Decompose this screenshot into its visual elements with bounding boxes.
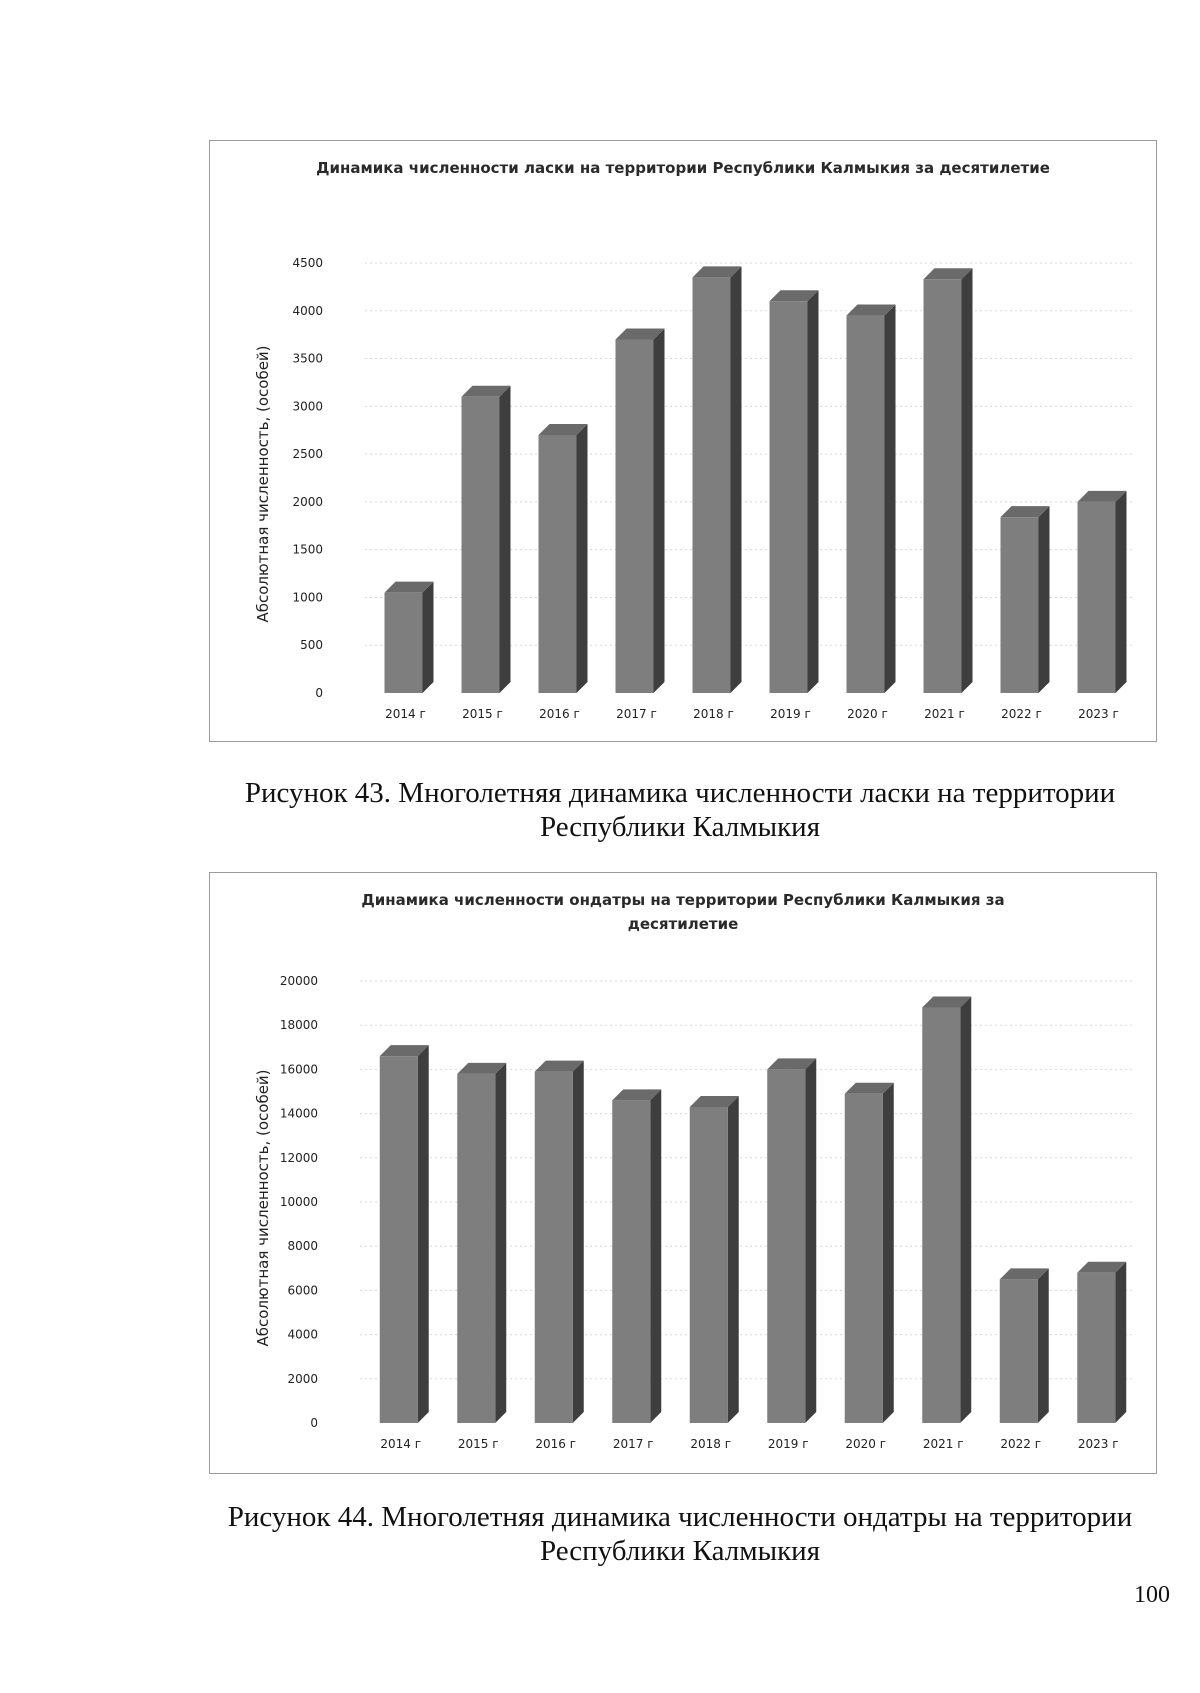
muskrat-bar-7	[922, 997, 971, 1423]
weasel-x-tick-label: 2020 г	[847, 707, 888, 721]
muskrat-bar-front	[922, 1008, 960, 1423]
muskrat-y-axis-label: Абсолютная численность, (особей)	[254, 1069, 272, 1347]
weasel-bar-side	[962, 268, 973, 693]
weasel-y-tick-label: 4500	[292, 256, 323, 270]
muskrat-y-tick-label: 8000	[287, 1239, 318, 1254]
weasel-bar-front	[385, 593, 423, 693]
weasel-x-tick-label: 2015 г	[462, 707, 503, 721]
chart-muskrat	[209, 872, 1157, 1474]
weasel-x-tick-label: 2023 г	[1078, 707, 1119, 721]
muskrat-bar-front	[845, 1094, 883, 1423]
weasel-bar-side	[423, 582, 434, 693]
weasel-bar-side	[654, 328, 665, 693]
weasel-y-tick-label: 1000	[292, 590, 323, 605]
weasel-x-tick-label: 2018 г	[693, 707, 734, 721]
figure-43-caption-line1: Рисунок 43. Многолетняя динамика численности ласки на территории	[244, 777, 1116, 809]
weasel-x-tick-label: 2017 г	[616, 707, 657, 721]
weasel-bar-3	[616, 328, 665, 693]
weasel-bar-front	[1078, 502, 1116, 693]
muskrat-bar-5	[767, 1058, 816, 1423]
muskrat-bar-side	[805, 1058, 816, 1423]
muskrat-bar-side	[495, 1063, 506, 1423]
muskrat-chart-title-line1: Динамика численности ондатры на территории Республики Калмыкия за	[361, 891, 1005, 909]
muskrat-y-tick-label: 20000	[279, 974, 318, 988]
muskrat-y-tick-label: 10000	[279, 1195, 318, 1209]
weasel-y-tick-label: 3500	[292, 351, 323, 366]
chart-weasel-svg	[210, 141, 1156, 741]
weasel-y-tick-label: 500	[300, 638, 323, 653]
muskrat-bar-side	[960, 997, 971, 1423]
muskrat-y-tick-label: 2000	[287, 1371, 318, 1386]
muskrat-y-tick-label: 16000	[279, 1062, 318, 1077]
weasel-bar-front	[462, 397, 500, 693]
muskrat-x-tick-label: 2017 г	[612, 1437, 654, 1451]
weasel-y-tick-label: 2500	[292, 447, 323, 462]
weasel-bar-front	[1001, 517, 1039, 693]
chart-weasel	[209, 140, 1157, 742]
weasel-bar-6	[847, 305, 896, 693]
weasel-x-tick-label: 2014 г	[385, 707, 426, 721]
weasel-chart-title-line1: Динамика численности ласки на территории Республики Калмыкия за десятилетие	[316, 159, 1050, 177]
muskrat-bar-4	[690, 1096, 739, 1423]
muskrat-bar-side	[883, 1083, 894, 1423]
muskrat-x-tick-label: 2018 г	[690, 1437, 732, 1451]
muskrat-bar-side	[650, 1089, 661, 1423]
muskrat-bar-side	[1038, 1268, 1049, 1423]
weasel-y-tick-label: 2000	[292, 494, 323, 509]
muskrat-bar-side	[573, 1061, 584, 1423]
muskrat-bar-front	[612, 1100, 650, 1423]
muskrat-y-tick-label: 14000	[279, 1106, 318, 1121]
weasel-bar-front	[770, 301, 808, 693]
weasel-bar-5	[770, 290, 819, 693]
chart-muskrat-svg	[210, 873, 1156, 1473]
weasel-bar-side	[731, 266, 742, 693]
muskrat-x-tick-label: 2021 г	[922, 1437, 964, 1451]
muskrat-bar-side	[728, 1096, 739, 1423]
figure-44-caption	[200, 1500, 1160, 1568]
muskrat-chart-title-line2: десятилетие	[627, 915, 739, 933]
weasel-bar-side	[885, 305, 896, 693]
weasel-bar-0	[385, 582, 434, 693]
weasel-x-tick-label: 2022 г	[1001, 707, 1042, 721]
weasel-bar-side	[500, 386, 511, 693]
weasel-bar-front	[847, 316, 885, 693]
muskrat-bar-front	[535, 1072, 573, 1423]
weasel-bar-9	[1078, 491, 1127, 693]
muskrat-bar-front	[690, 1107, 728, 1423]
weasel-bar-8	[1001, 506, 1050, 693]
muskrat-bar-2	[535, 1061, 584, 1423]
weasel-bar-7	[924, 268, 973, 693]
figure-44-caption-line1: Рисунок 44. Многолетняя динамика численности ондатры на территории	[227, 1501, 1133, 1533]
muskrat-x-tick-label: 2015 г	[457, 1437, 499, 1451]
muskrat-bar-side	[418, 1045, 429, 1423]
muskrat-bar-6	[845, 1083, 894, 1423]
muskrat-y-tick-label: 0	[310, 1416, 318, 1430]
muskrat-x-tick-label: 2020 г	[845, 1437, 887, 1451]
figure-43-caption-line2: Республики Калмыкия	[539, 811, 821, 843]
weasel-x-tick-label: 2016 г	[539, 707, 580, 721]
page-number: 100	[1134, 1582, 1170, 1608]
weasel-y-axis-label: Абсолютная численность, (особей)	[254, 345, 272, 623]
muskrat-y-tick-label: 6000	[287, 1283, 318, 1298]
weasel-x-tick-label: 2019 г	[770, 707, 811, 721]
muskrat-bar-9	[1077, 1262, 1126, 1423]
figure-43-caption	[200, 776, 1160, 844]
muskrat-bar-front	[1000, 1279, 1038, 1423]
weasel-bar-1	[462, 386, 511, 693]
muskrat-y-tick-label: 4000	[287, 1327, 318, 1342]
muskrat-x-tick-label: 2016 г	[535, 1437, 577, 1451]
weasel-y-tick-label: 1500	[292, 542, 323, 557]
muskrat-bar-front	[767, 1069, 805, 1423]
muskrat-bar-3	[612, 1089, 661, 1423]
muskrat-y-tick-label: 18000	[279, 1018, 318, 1033]
weasel-bar-4	[693, 266, 742, 693]
weasel-bar-front	[616, 339, 654, 693]
weasel-y-tick-label: 0	[315, 686, 323, 700]
weasel-bar-front	[693, 277, 731, 693]
weasel-bar-front	[924, 279, 962, 693]
muskrat-x-tick-label: 2019 г	[767, 1437, 809, 1451]
weasel-bar-front	[539, 435, 577, 693]
muskrat-bar-8	[1000, 1268, 1049, 1423]
muskrat-bar-front	[380, 1056, 418, 1423]
weasel-bar-side	[577, 424, 588, 693]
weasel-bar-side	[1116, 491, 1127, 693]
figure-44-caption-line2: Республики Калмыкия	[539, 1535, 821, 1567]
weasel-y-tick-label: 3000	[292, 399, 323, 414]
muskrat-x-tick-label: 2022 г	[1000, 1437, 1042, 1451]
muskrat-bar-side	[1115, 1262, 1126, 1423]
weasel-bar-2	[539, 424, 588, 693]
muskrat-y-tick-label: 12000	[279, 1150, 318, 1165]
muskrat-bar-1	[457, 1063, 506, 1423]
muskrat-bar-0	[380, 1045, 429, 1423]
muskrat-x-tick-label: 2014 г	[380, 1437, 422, 1451]
muskrat-bar-front	[457, 1074, 495, 1423]
weasel-bar-side	[1039, 506, 1050, 693]
weasel-y-tick-label: 4000	[292, 303, 323, 318]
weasel-x-tick-label: 2021 г	[924, 707, 965, 721]
muskrat-x-tick-label: 2023 г	[1077, 1437, 1119, 1451]
muskrat-bar-front	[1077, 1273, 1115, 1423]
weasel-bar-side	[808, 290, 819, 693]
